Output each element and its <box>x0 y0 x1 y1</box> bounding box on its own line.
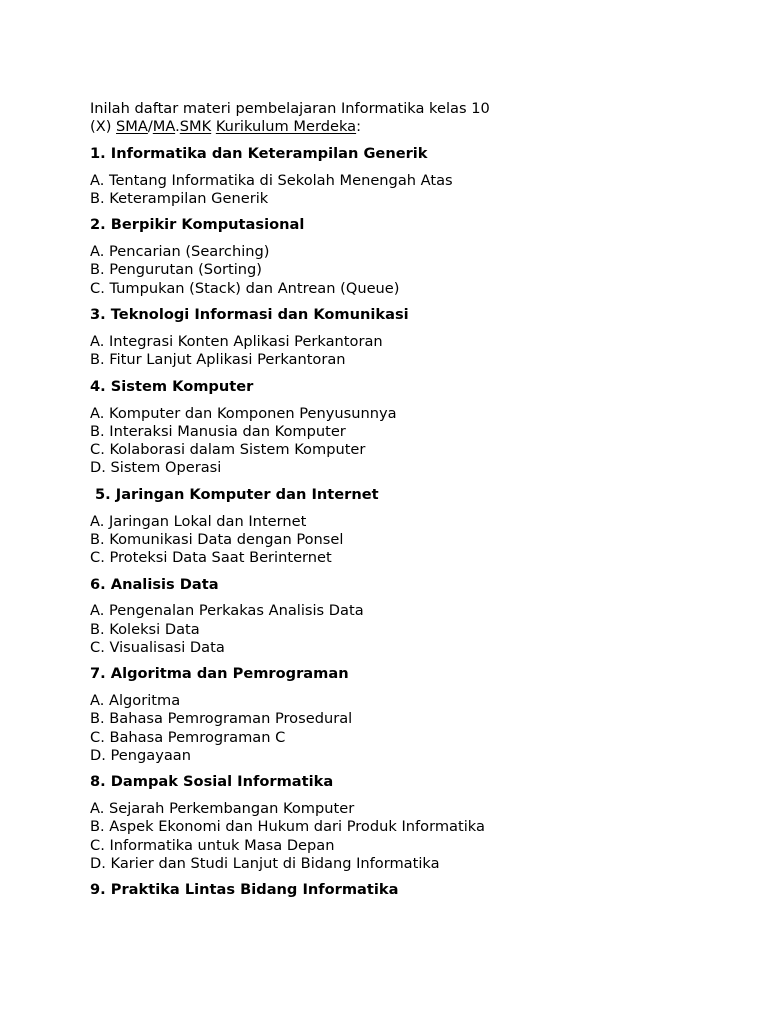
item-list <box>90 602 730 657</box>
section-heading: 1. Informatika dan Keterampilan Generik <box>90 144 428 162</box>
list-item: C. Tumpukan (Stack) dan Antrean (Queue) <box>90 279 400 297</box>
section-heading: 8. Dampak Sosial Informatika <box>90 773 334 791</box>
section-1 <box>90 145 730 208</box>
intro-suffix: : <box>356 118 362 136</box>
list-item: A. Sejarah Perkembangan Komputer <box>90 800 355 818</box>
list-item: A. Integrasi Konten Aplikasi Perkantoran <box>90 332 383 350</box>
list-item: C. Kolaborasi dalam Sistem Komputer <box>90 440 366 458</box>
section-heading: 7. Algoritma dan Pemrograman <box>90 665 349 683</box>
list-item: B. Interaksi Manusia dan Komputer <box>90 422 346 440</box>
list-item: A. Algoritma <box>90 692 181 710</box>
link-smk[interactable]: SMK <box>179 118 212 136</box>
section-5 <box>90 486 730 567</box>
section-4 <box>90 378 730 478</box>
list-item: A. Tentang Informatika di Sekolah Menengah Atas <box>90 171 453 189</box>
section-7 <box>90 665 730 765</box>
list-item: C. Visualisasi Data <box>90 638 225 656</box>
section-6 <box>90 576 730 657</box>
section-heading: 6. Analisis Data <box>90 575 219 593</box>
section-8 <box>90 773 730 873</box>
list-item: B. Aspek Ekonomi dan Hukum dari Produk Informatika <box>90 818 485 836</box>
item-list <box>90 243 730 298</box>
link-ma[interactable]: MA <box>152 118 176 136</box>
item-list <box>90 692 730 765</box>
item-list <box>90 333 730 369</box>
list-item: C. Informatika untuk Masa Depan <box>90 836 335 854</box>
intro-separator-2: . <box>175 118 180 136</box>
list-item: D. Sistem Operasi <box>90 459 222 477</box>
section-heading: 3. Teknologi Informasi dan Komunikasi <box>90 306 409 324</box>
item-list <box>90 172 730 208</box>
list-item: A. Komputer dan Komponen Penyusunnya <box>90 404 397 422</box>
section-3 <box>90 306 730 369</box>
list-item: C. Proteksi Data Saat Berinternet <box>90 548 332 566</box>
list-item: B. Komunikasi Data dengan Ponsel <box>90 530 344 548</box>
section-heading: 2. Berpikir Komputasional <box>90 216 305 234</box>
list-item: B. Koleksi Data <box>90 620 200 638</box>
list-item: B. Pengurutan (Sorting) <box>90 261 262 279</box>
list-item: A. Pengenalan Perkakas Analisis Data <box>90 602 364 620</box>
intro-prefix: (X) <box>90 118 117 136</box>
document-content <box>90 100 730 908</box>
list-item: B. Fitur Lanjut Aplikasi Perkantoran <box>90 351 346 369</box>
list-item: B. Bahasa Pemrograman Prosedural <box>90 710 353 728</box>
link-kurikulum-merdeka[interactable]: Kurikulum Merdeka <box>215 118 357 136</box>
item-list <box>90 800 730 873</box>
list-item: A. Jaringan Lokal dan Internet <box>90 512 307 530</box>
list-item: A. Pencarian (Searching) <box>90 243 270 261</box>
list-item: C. Bahasa Pemrograman C <box>90 728 286 746</box>
section-9 <box>90 881 730 899</box>
list-item: D. Pengayaan <box>90 746 192 764</box>
list-item: B. Keterampilan Generik <box>90 189 269 207</box>
item-list <box>90 405 730 478</box>
item-list <box>90 513 730 568</box>
section-heading: 9. Praktika Lintas Bidang Informatika <box>90 881 399 899</box>
list-item: D. Karier dan Studi Lanjut di Bidang Informatika <box>90 854 440 872</box>
section-2 <box>90 216 730 297</box>
intro-line-1: Inilah daftar materi pembelajaran Informatika kelas 10 <box>90 100 490 117</box>
section-heading: 5. Jaringan Komputer dan Internet <box>95 485 379 503</box>
intro-paragraph <box>90 100 730 136</box>
intro-line-2 <box>90 118 730 136</box>
intro-separator-1: / <box>147 118 153 136</box>
link-sma[interactable]: SMA <box>116 118 148 136</box>
section-heading: 4. Sistem Komputer <box>90 377 254 395</box>
